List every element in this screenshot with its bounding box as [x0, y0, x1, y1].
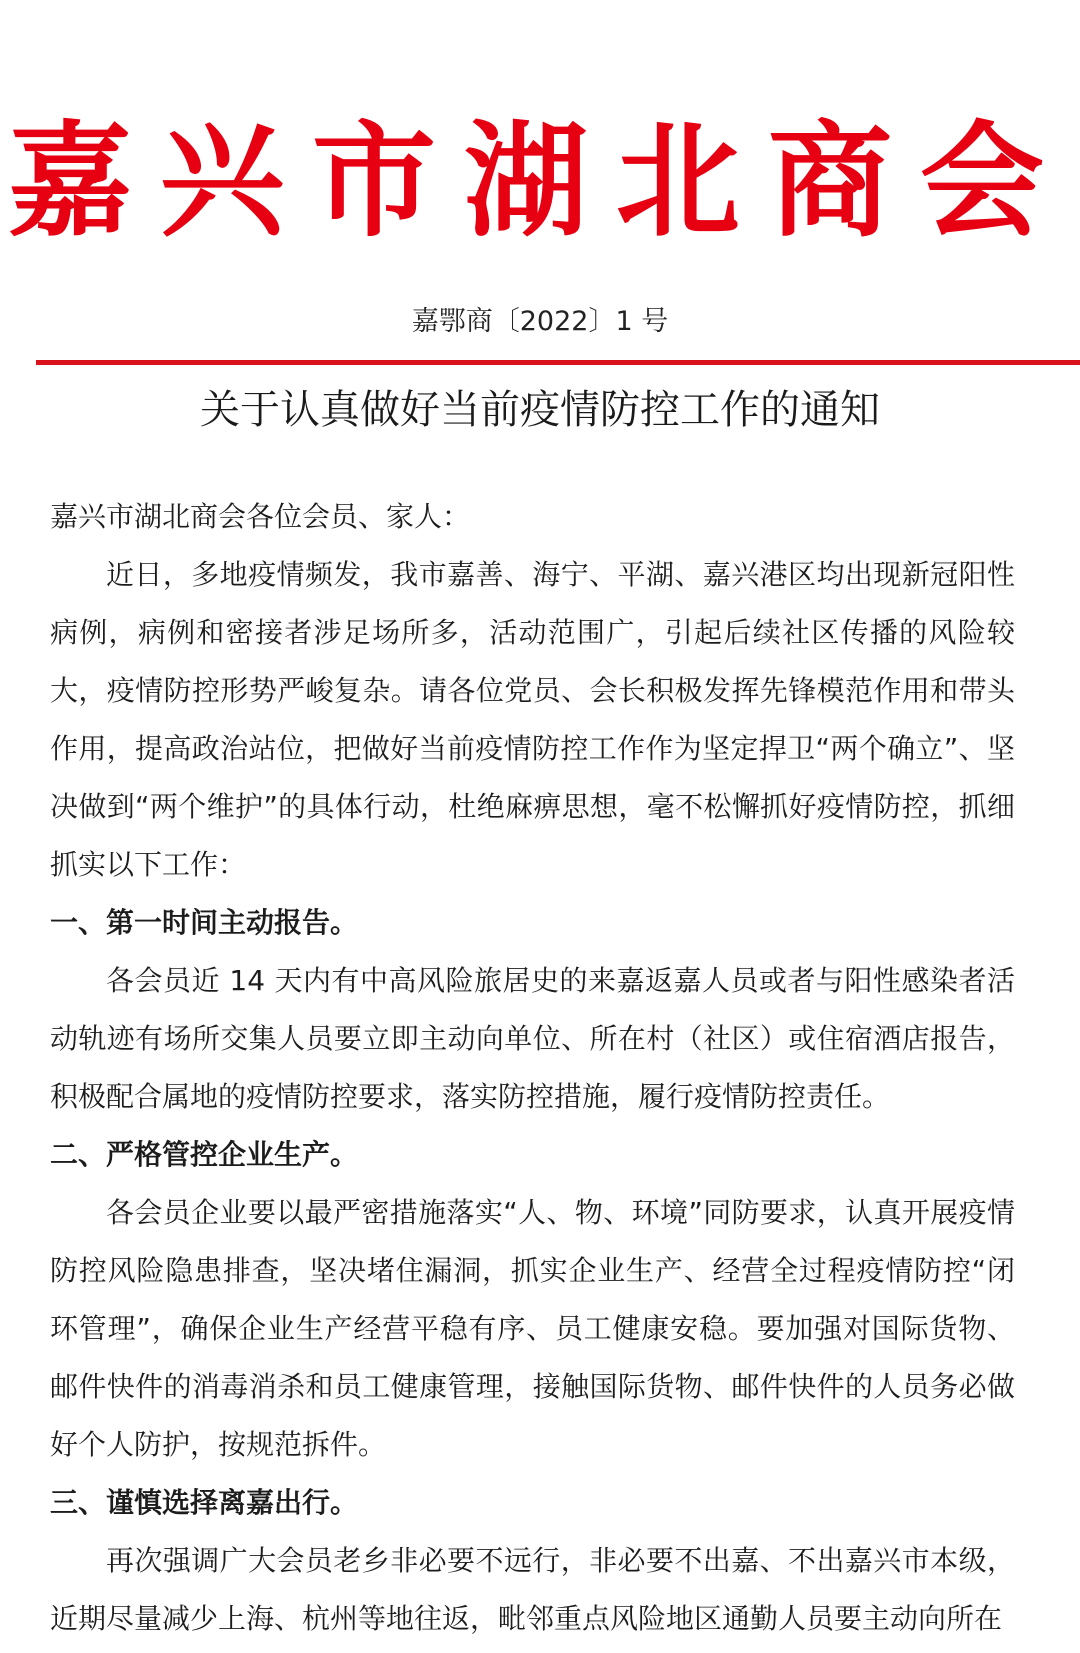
section-heading-2: 二、严格管控企业生产。 — [50, 1138, 359, 1171]
notice-body — [50, 488, 1015, 1648]
salutation: 嘉兴市湖北商会各位会员、家人： — [50, 500, 471, 533]
document-number: 嘉鄂商〔2022〕1 号 — [411, 306, 669, 337]
section-heading-3: 三、谨慎选择离嘉出行。 — [50, 1486, 359, 1519]
intro-paragraph: 近日，多地疫情频发，我市嘉善、海宁、平湖、嘉兴港区均出现新冠阳性病例，病例和密接者涉足场所多，活动范围广，引起后续社区传播的风险较大，疫情防控形势严峻复杂。请各位党员、会长积极发挥先锋模范作用和带头作用，提高政治站位，把做好当前疫情防控工作作为坚定捍卫“两个确立”、坚决做到“两个维护”的具体行动，杜绝麻痹思想，毫不松懈抓好疫情防控，抓细抓实以下工作： — [50, 558, 1015, 881]
section-paragraph-1: 各会员近 14 天内有中高风险旅居史的来嘉返嘉人员或者与阳性感染者活动轨迹有场所交集人员要立即主动向单位、所在村（社区）或住宿酒店报告，积极配合属地的疫情防控要求，落实防控措施，履行疫情防控责任。 — [50, 964, 1015, 1113]
red-divider-line — [36, 360, 1080, 365]
section-paragraph-3: 再次强调广大会员老乡非必要不远行，非必要不出嘉、不出嘉兴市本级，近期尽量减少上海、杭州等地往返，毗邻重点风险地区通勤人员要主动向所在 — [50, 1544, 1015, 1635]
section-heading-1: 一、第一时间主动报告。 — [50, 906, 359, 939]
section-paragraph-2: 各会员企业要以最严密措施落实“人、物、环境”同防要求，认真开展疫情防控风险隐患排查，坚决堵住漏洞，抓实企业生产、经营全过程疫情防控“闭环管理”，确保企业生产经营平稳有序、员工健康安稳。要加强对国际货物、邮件快件的消毒消杀和员工健康管理，接触国际货物、邮件快件的人员务必做好个人防护，按规范拆件。 — [50, 1196, 1015, 1461]
organization-name-header: 嘉兴市湖北商会 — [7, 110, 1072, 254]
notice-title: 关于认真做好当前疫情防控工作的通知 — [200, 387, 880, 433]
